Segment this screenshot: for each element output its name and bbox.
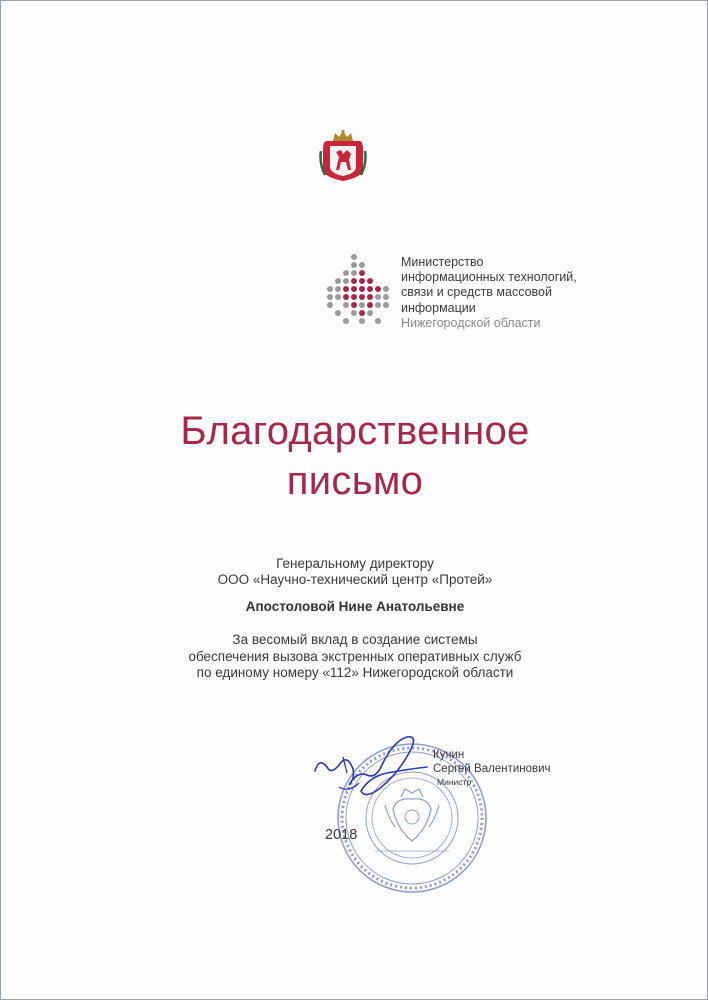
signer-title: Министр <box>437 777 472 787</box>
signer-block <box>433 749 551 790</box>
signer-name: Сергей Валентинович <box>433 762 551 775</box>
ministry-line-3: связи и средств массовой <box>401 285 552 300</box>
recipient-company: ООО «Научно-технический центр «Протей» <box>217 572 493 587</box>
ministry-logo-icon <box>327 253 389 325</box>
ministry-line-4: информации <box>401 300 476 315</box>
recipient-block <box>1 556 708 588</box>
reason-line-3: по единому номеру «112» Нижегородской области <box>196 665 514 680</box>
ministry-line-2: информационных технологий, <box>401 270 577 285</box>
ministry-line-1: Министерство <box>401 255 484 269</box>
letter-title-line-2: письмо <box>286 459 424 503</box>
recipient-position: Генеральному директору <box>276 556 434 571</box>
signer-surname: Кучин <box>433 749 465 761</box>
recipient-name: Апостоловой Нине Анатольевне <box>245 599 465 614</box>
reason-line-2: обеспечения вызова экстренных оперативных служб <box>188 648 522 664</box>
gratitude-reason <box>1 632 708 682</box>
signature-icon <box>309 727 439 807</box>
letter-title-line-1: Благодарственное <box>180 409 530 453</box>
ministry-region: Нижегородской области <box>401 315 541 330</box>
letter-year: 2018 <box>325 827 358 843</box>
reason-line-1: За весомый вклад в создание системы <box>232 632 478 647</box>
letter-title <box>1 406 708 506</box>
ministry-name <box>401 255 577 331</box>
coat-of-arms-icon <box>319 129 367 183</box>
